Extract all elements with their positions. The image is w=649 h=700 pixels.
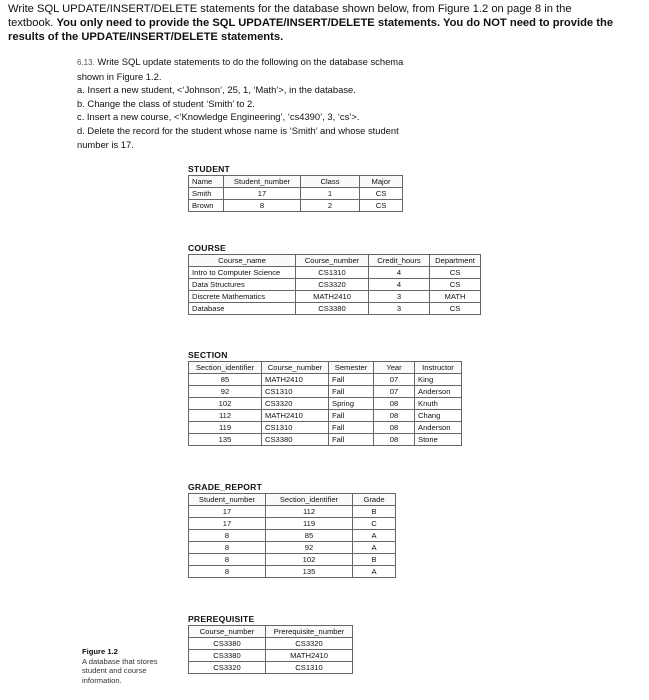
column-header: Credit_hours [369, 255, 430, 267]
table-row [189, 518, 396, 530]
table-row [189, 200, 403, 212]
course-table-title: COURSE [188, 243, 226, 253]
instructions-line-3 [8, 30, 638, 44]
table-cell: Stone [415, 434, 462, 446]
table-cell: CS3320 [296, 279, 369, 291]
table-row [189, 267, 481, 279]
table-row [189, 434, 462, 446]
table-cell: 08 [374, 434, 415, 446]
table-row [189, 554, 396, 566]
table-cell: 85 [266, 530, 353, 542]
column-header: Name [189, 176, 224, 188]
instructions-line-2 [8, 16, 638, 30]
table-cell: 17 [189, 518, 266, 530]
table-cell: CS [430, 303, 481, 315]
table-row [189, 386, 462, 398]
exercise-item-b: b. Change the class of student ‘Smith’ to 2. [77, 97, 255, 109]
student-table [188, 175, 403, 212]
column-header: Grade [353, 494, 396, 506]
table-cell: 135 [266, 566, 353, 578]
table-cell: 17 [224, 188, 301, 200]
assignment-instructions [8, 2, 638, 44]
caption-line-3: information. [82, 675, 122, 685]
prerequisite-table [188, 625, 353, 674]
column-header: Major [360, 176, 403, 188]
table-cell: B [353, 554, 396, 566]
table-cell: CS3380 [189, 650, 266, 662]
table-cell: Brown [189, 200, 224, 212]
prerequisite-table-block [188, 614, 353, 674]
table-cell: 8 [189, 554, 266, 566]
figure-caption [82, 647, 182, 685]
table-cell: A [353, 542, 396, 554]
column-header: Year [374, 362, 415, 374]
column-header: Instructor [415, 362, 462, 374]
table-cell: 85 [189, 374, 262, 386]
column-header: Course_number [296, 255, 369, 267]
table-cell: C [353, 518, 396, 530]
table-cell: CS3380 [296, 303, 369, 315]
column-header: Student_number [224, 176, 301, 188]
prerequisite-table-title: PREREQUISITE [188, 614, 255, 624]
table-cell: MATH2410 [296, 291, 369, 303]
table-cell: MATH [430, 291, 481, 303]
table-cell: Smith [189, 188, 224, 200]
table-cell: Fall [329, 410, 374, 422]
table-row [189, 291, 481, 303]
table-cell: 4 [369, 267, 430, 279]
table-header-row [189, 494, 396, 506]
column-header: Course_number [262, 362, 329, 374]
table-cell: 08 [374, 398, 415, 410]
table-cell: 3 [369, 303, 430, 315]
column-header: Department [430, 255, 481, 267]
table-cell: 92 [189, 386, 262, 398]
table-cell: CS3320 [189, 662, 266, 674]
student-table-block [188, 164, 403, 212]
exercise-item-d-line-1: d. Delete the record for the student whose name is ‘Smith’ and whose student [77, 124, 399, 136]
column-header: Section_identifier [189, 362, 262, 374]
table-cell: 07 [374, 386, 415, 398]
table-row [189, 506, 396, 518]
table-row [189, 530, 396, 542]
table-cell: Fall [329, 386, 374, 398]
table-row [189, 410, 462, 422]
caption-line-2: student and course [82, 666, 147, 676]
table-row [189, 398, 462, 410]
section-table-block [188, 350, 462, 446]
table-cell: CS [430, 279, 481, 291]
table-cell: Knuth [415, 398, 462, 410]
table-cell: 4 [369, 279, 430, 291]
column-header: Semester [329, 362, 374, 374]
table-header-row [189, 362, 462, 374]
table-cell: CS1310 [262, 422, 329, 434]
table-row [189, 422, 462, 434]
table-cell: 112 [266, 506, 353, 518]
table-cell: 1 [301, 188, 360, 200]
table-cell: CS [360, 188, 403, 200]
table-cell: A [353, 530, 396, 542]
table-cell: CS [430, 267, 481, 279]
column-header: Section_identifier [266, 494, 353, 506]
grade-report-table-title: GRADE_REPORT [188, 482, 263, 492]
instructions-line-1: Write SQL UPDATE/INSERT/DELETE statements for the database shown below, from Figure 1.2 on page 8 in the [8, 3, 572, 15]
table-header-row [189, 626, 353, 638]
table-cell: Fall [329, 434, 374, 446]
table-cell: 08 [374, 410, 415, 422]
instructions-line-2-bold: You only need to provide the SQL UPDATE/INSERT/DELETE statements. You do NOT need to provide the [56, 17, 614, 29]
exercise-item-d-line-2: number is 17. [77, 138, 134, 150]
table-row [189, 650, 353, 662]
table-cell: MATH2410 [266, 650, 353, 662]
exercise-line-1: Write SQL update statements to do the following on the database schema [97, 56, 404, 67]
table-cell: 07 [374, 374, 415, 386]
table-cell: CS [360, 200, 403, 212]
column-header: Prerequisite_number [266, 626, 353, 638]
table-cell: Spring [329, 398, 374, 410]
table-cell: 135 [189, 434, 262, 446]
table-cell: Fall [329, 374, 374, 386]
table-cell: 8 [189, 566, 266, 578]
table-cell: CS3380 [189, 638, 266, 650]
exercise-item-a: a. Insert a new student, <‘Johnson’, 25, 1, ‘Math’>, in the database. [77, 84, 356, 96]
table-cell: Anderson [415, 386, 462, 398]
section-table [188, 361, 462, 446]
section-table-title: SECTION [188, 350, 228, 360]
figure-label: Figure 1.2 [82, 647, 118, 656]
column-header: Class [301, 176, 360, 188]
table-row [189, 279, 481, 291]
table-cell: 8 [189, 530, 266, 542]
table-cell: 2 [301, 200, 360, 212]
table-row [189, 542, 396, 554]
table-row [189, 188, 403, 200]
column-header: Course_number [189, 626, 266, 638]
table-cell: Data Structures [189, 279, 296, 291]
table-cell: 8 [224, 200, 301, 212]
table-cell: 119 [189, 422, 262, 434]
table-cell: 119 [266, 518, 353, 530]
table-row [189, 638, 353, 650]
table-header-row [189, 176, 403, 188]
exercise-6-13 [77, 55, 477, 151]
table-cell: 3 [369, 291, 430, 303]
table-cell: 102 [266, 554, 353, 566]
caption-line-1: A database that stores [82, 656, 158, 666]
table-cell: B [353, 506, 396, 518]
table-cell: Anderson [415, 422, 462, 434]
table-row [189, 303, 481, 315]
column-header: Student_number [189, 494, 266, 506]
table-row [189, 566, 396, 578]
table-row [189, 662, 353, 674]
table-cell: CS3380 [262, 434, 329, 446]
table-cell: Discrete Mathematics [189, 291, 296, 303]
table-cell: 102 [189, 398, 262, 410]
column-header: Course_name [189, 255, 296, 267]
table-cell: King [415, 374, 462, 386]
table-cell: Chang [415, 410, 462, 422]
exercise-item-c: c. Insert a new course, <‘Knowledge Engineering’, ‘cs4390’, 3, ‘cs’>. [77, 111, 360, 123]
table-cell: Database [189, 303, 296, 315]
exercise-line-2: shown in Figure 1.2. [77, 70, 162, 82]
exercise-number: 6.13. [77, 58, 95, 67]
table-cell: Fall [329, 422, 374, 434]
table-cell: CS1310 [262, 386, 329, 398]
grade-report-table [188, 493, 396, 578]
table-cell: CS3320 [262, 398, 329, 410]
table-row [189, 374, 462, 386]
table-cell: CS3320 [266, 638, 353, 650]
instructions-line-3-bold: results of the UPDATE/INSERT/DELETE statements. [8, 31, 284, 43]
table-cell: 112 [189, 410, 262, 422]
course-table [188, 254, 481, 315]
table-cell: MATH2410 [262, 410, 329, 422]
course-table-block [188, 243, 481, 315]
grade-report-table-block [188, 482, 396, 578]
student-table-title: STUDENT [188, 164, 230, 174]
table-cell: 08 [374, 422, 415, 434]
table-cell: 17 [189, 506, 266, 518]
table-cell: 92 [266, 542, 353, 554]
table-cell: 8 [189, 542, 266, 554]
instructions-line-2-plain: textbook. [8, 17, 54, 29]
table-cell: A [353, 566, 396, 578]
table-cell: Intro to Computer Science [189, 267, 296, 279]
table-cell: CS1310 [266, 662, 353, 674]
table-cell: CS1310 [296, 267, 369, 279]
exercise-header [77, 55, 477, 70]
table-cell: MATH2410 [262, 374, 329, 386]
table-header-row [189, 255, 481, 267]
